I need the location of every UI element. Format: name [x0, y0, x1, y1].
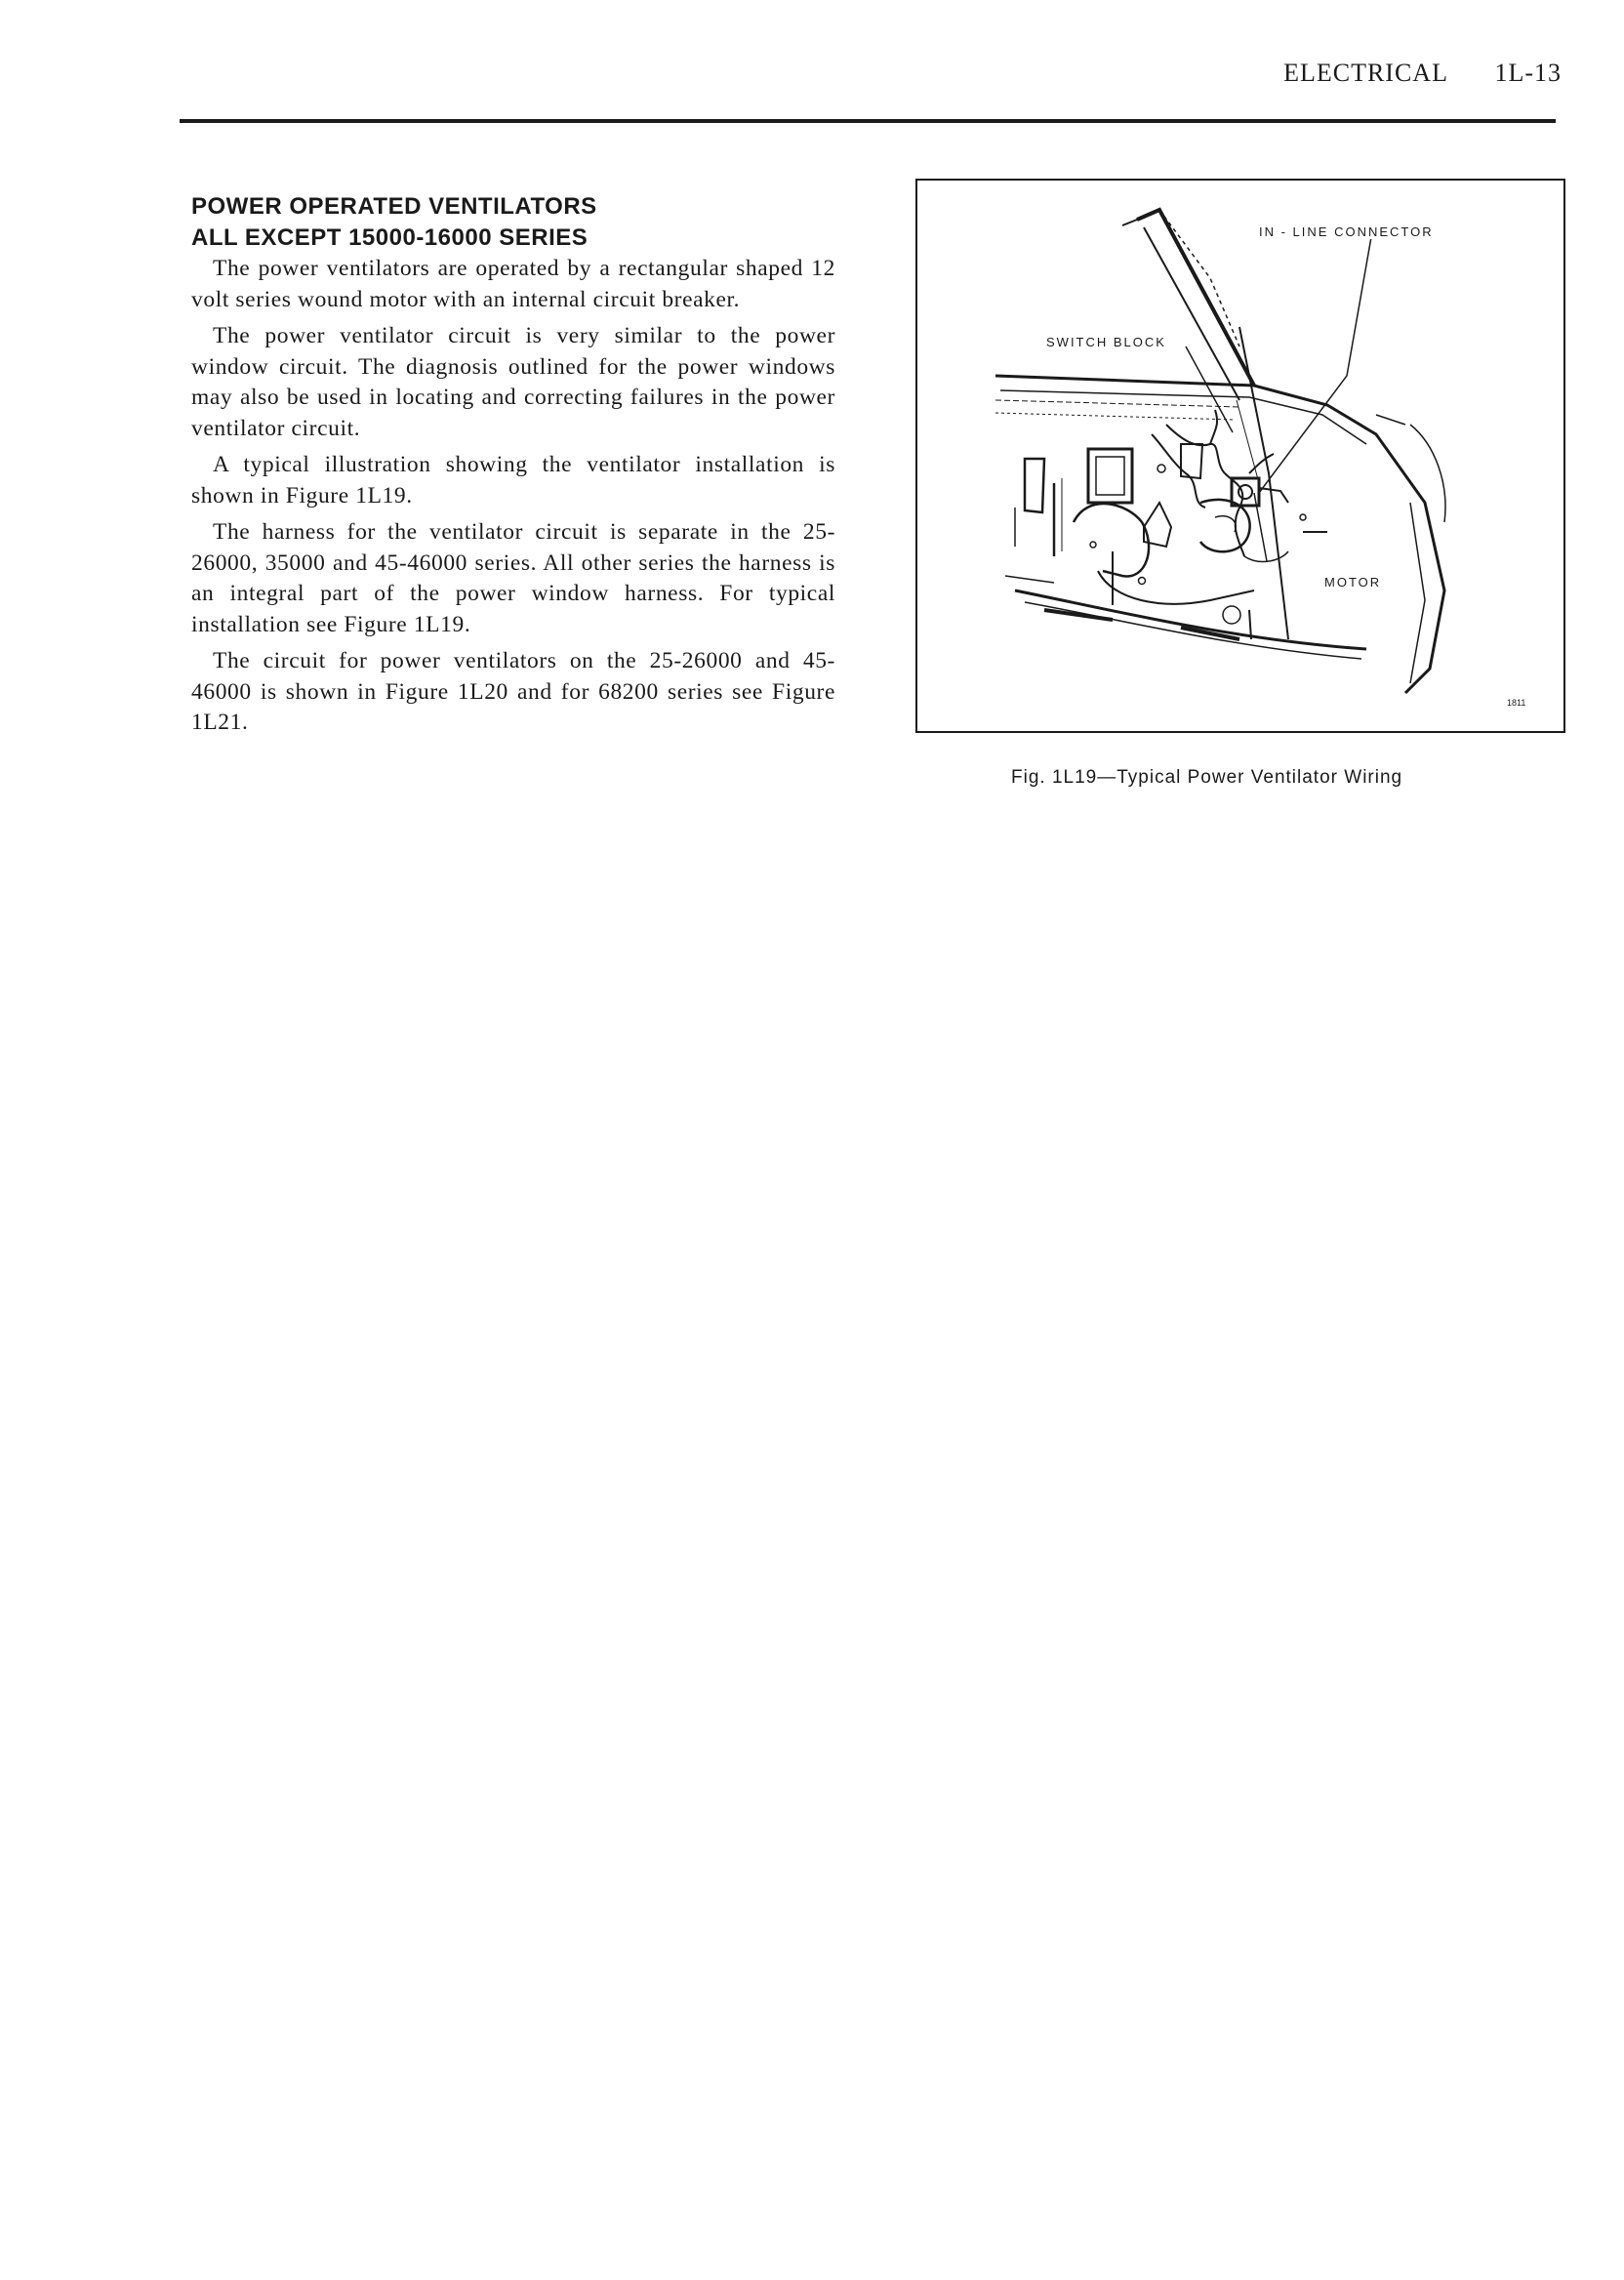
door-wiring-drawing [917, 181, 1565, 733]
section-heading-line-2: ALL EXCEPT 15000-16000 SERIES [191, 224, 589, 251]
page-number: 1L-13 [1494, 59, 1562, 87]
figure-1l19-illustration [915, 179, 1565, 733]
label-motor: MOTOR [1324, 575, 1382, 590]
header-rule [180, 119, 1556, 123]
section-name: ELECTRICAL [1283, 59, 1448, 87]
page-header [1283, 59, 1562, 88]
paragraph-illustration-reference: A typical illustration showing the ventilator installation is shown in Figure 1L19. [191, 452, 835, 509]
paragraph-harness-details: The harness for the ventilator circuit is separate in the 25-26000, 35000 and 45-46000 series. All other series the harness is an integral part of the power window harness. For typical installation see Figure 1L19. [191, 519, 835, 637]
section-heading-line-1: POWER OPERATED VENTILATORS [191, 193, 597, 220]
label-in-line-connector: IN - LINE CONNECTOR [1259, 224, 1434, 239]
label-switch-block: SWITCH BLOCK [1046, 335, 1166, 349]
paragraph-circuit-diagnosis: The power ventilator circuit is very similar to the power window circuit. The diagnosis outlined for the power windows may also be used in locating and correcting failures in the power ventilator circuit. [191, 323, 835, 441]
figure-caption: Fig. 1L19—Typical Power Ventilator Wiring [1011, 767, 1403, 788]
paragraph-motor-description: The power ventilators are operated by a rectangular shaped 12 volt series wound motor with an internal circuit breaker. [191, 256, 835, 312]
paragraph-circuit-figures: The circuit for power ventilators on the 25-26000 and 45-46000 is shown in Figure 1L20 and for 68200 series see Figure 1L21. [191, 648, 835, 735]
body-text-column [191, 191, 835, 745]
figure-number: 1811 [1507, 698, 1526, 708]
